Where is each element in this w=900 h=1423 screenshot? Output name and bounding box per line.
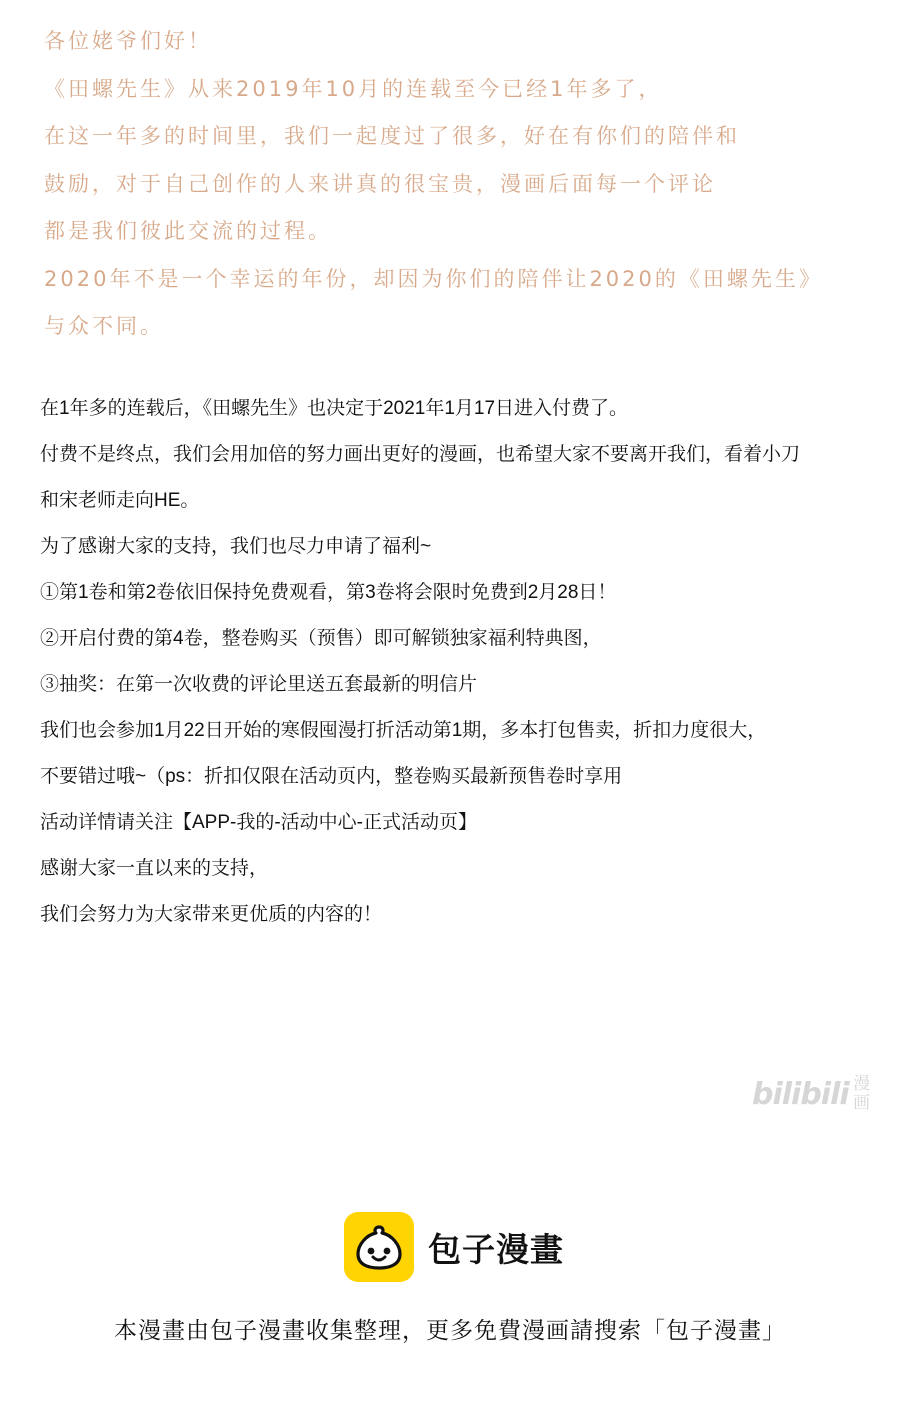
notice-line: ③抽奖：在第一次收费的评论里送五套最新的明信片 — [40, 674, 478, 695]
watermark-text: bilibili — [752, 1076, 849, 1112]
notice-line: 付费不是终点，我们会用加倍的努力画出更好的漫画，也希望大家不要离开我们，看着小刀 — [40, 444, 801, 465]
notice-line: ①第1卷和第2卷依旧保持免费观看，第3卷将会限时免费到2月28日！ — [40, 582, 617, 603]
handwritten-line: 2020年不是一个幸运的年份，却因为你们的陪伴让2020的《田螺先生》 — [44, 266, 823, 291]
notice-line: 不要错过哦~（ps：折扣仅限在活动页内，整卷购买最新预售卷时享用 — [40, 766, 623, 787]
bilibili-watermark — [752, 1070, 872, 1118]
handwritten-line: 都是我们彼此交流的过程。 — [44, 219, 332, 243]
notice-line: 在1年多的连载后，《田螺先生》也决定于2021年1月17日进入付费了。 — [40, 398, 629, 419]
handwritten-line: 各位姥爷们好！ — [44, 29, 212, 53]
handwritten-note — [44, 18, 874, 351]
brand-name: 包子漫畫 — [428, 1229, 564, 1269]
paid-notice — [40, 386, 880, 938]
notice-line: 我们也会参加1月22日开始的寒假囤漫打折活动第1期，多本打包售卖，折扣力度很大， — [40, 720, 767, 741]
footer-note: 本漫畫由包子漫畫收集整理，更多免費漫画請搜索「包子漫畫」 — [114, 1318, 786, 1344]
brand-block — [344, 1212, 564, 1282]
handwritten-line: 《田螺先生》从来2019年10月的连载至今已经1年多了， — [44, 76, 663, 101]
handwritten-line: 在这一年多的时间里，我们一起度过了很多，好在有你们的陪伴和 — [44, 124, 740, 148]
notice-line: ②开启付费的第4卷，整卷购买（预售）即可解锁独家福利特典图， — [40, 628, 602, 649]
notice-line: 和宋老师走向HE。 — [40, 490, 200, 511]
watermark-sub: 漫画 — [853, 1074, 871, 1113]
notice-line: 为了感谢大家的支持，我们也尽力申请了福利~ — [40, 536, 432, 557]
notice-line: 感谢大家一直以来的支持， — [40, 858, 269, 879]
notice-line: 我们会努力为大家带来更优质的内容的！ — [40, 904, 383, 925]
notice-line: 活动详情请关注【APP-我的-活动中心-正式活动页】 — [40, 812, 478, 833]
handwritten-line: 鼓励，对于自己创作的人来讲真的很宝贵，漫画后面每一个评论 — [44, 171, 716, 196]
bun-face-icon — [344, 1212, 414, 1282]
handwritten-line: 与众不同。 — [44, 314, 164, 338]
